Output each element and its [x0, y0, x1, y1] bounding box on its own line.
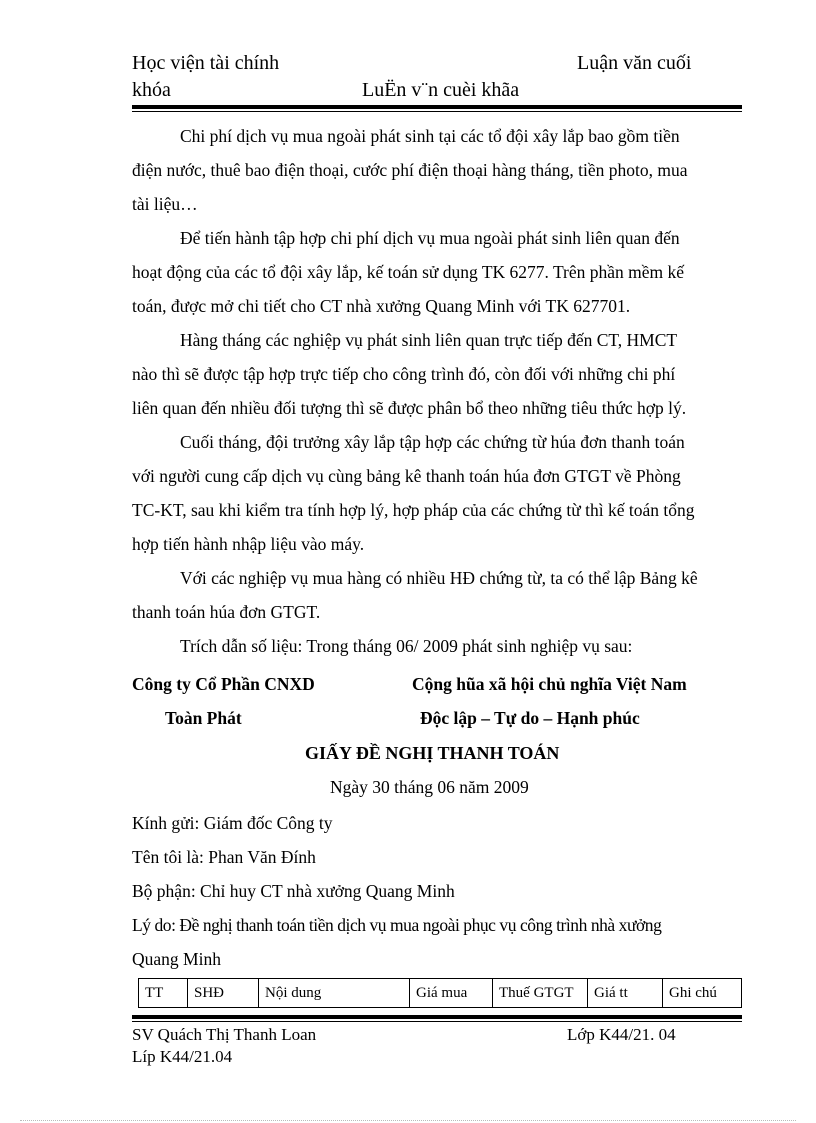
footer-rule-thin: [132, 1021, 742, 1022]
col-header: Nội dung: [259, 979, 410, 1008]
col-header: Giá tt: [588, 979, 663, 1008]
paragraph-4: [132, 425, 742, 561]
col-header: Thuế GTGT: [493, 979, 588, 1008]
form-title: GIẤY ĐỀ NGHỊ THANH TOÁN: [305, 743, 560, 763]
requester-name: Tên tôi là: Phan Văn Đính: [132, 847, 316, 867]
text-line: Cuối tháng, đội trưởng xây lắp tập hợp các chứng từ húa đơn thanh toán: [180, 432, 685, 452]
header-right-line1: Luận văn cuối: [577, 52, 692, 74]
col-header: Ghi chú: [663, 979, 742, 1008]
department: Bộ phận: Chỉ huy CT nhà xưởng Quang Minh: [132, 881, 455, 901]
text-line: thanh toán húa đơn GTGT.: [132, 602, 321, 622]
text-line: Trích dẫn số liệu: Trong tháng 06/ 2009 phát sinh nghiệp vụ sau:: [180, 636, 633, 656]
reason-line1: Lý do: Đề nghị thanh toán tiền dịch vụ mua ngoài phục vụ công trình nhà xưởng: [132, 915, 662, 935]
paragraph-3: [132, 323, 742, 425]
page-bottom-divider: [20, 1120, 796, 1121]
footer-student: SV Quách Thị Thanh Loan: [132, 1025, 317, 1044]
text-line: toán, được mở chi tiết cho CT nhà xưởng Quang Minh với TK 627701.: [132, 296, 631, 316]
text-line: hợp tiến hành nhập liệu vào máy.: [132, 534, 365, 554]
header-rule-thin: [132, 111, 742, 112]
text-line: hoạt động của các tổ đội xây lắp, kế toán sử dụng TK 6277. Trên phần mềm kế: [132, 262, 685, 282]
text-line: với người cung cấp dịch vụ cùng bảng kê thanh toán húa đơn GTGT về Phòng: [132, 466, 681, 486]
header-rule-thick: [132, 105, 742, 109]
paragraph-1: [132, 119, 742, 221]
company-name-line2: Toàn Phát: [165, 708, 242, 728]
text-line: Chi phí dịch vụ mua ngoài phát sinh tại các tổ đội xây lắp bao gồm tiền: [180, 126, 680, 146]
company-name-line1: Công ty Cổ Phần CNXD: [132, 674, 315, 694]
col-header: TT: [139, 979, 188, 1008]
header-left-line2: khóa: [132, 79, 171, 101]
text-line: nào thì sẽ được tập hợp trực tiếp cho công trình đó, còn đối với những chi phí: [132, 364, 676, 384]
footer-rule-thick: [132, 1015, 742, 1019]
paragraph-5: [132, 561, 742, 629]
text-line: tài liệu…: [132, 194, 198, 214]
paragraph-2: [132, 221, 742, 323]
text-line: TC-KT, sau khi kiểm tra tính hợp lý, hợp pháp của các chứng từ thì kế toán tổng: [132, 500, 695, 520]
footer-class-right: Lớp K44/21. 04: [567, 1025, 676, 1044]
reason-line2: Quang Minh: [132, 949, 221, 969]
form-date: Ngày 30 tháng 06 năm 2009: [330, 777, 529, 797]
text-line: liên quan đến nhiều đối tượng thì sẽ được phân bổ theo những tiêu thức hợp lý.: [132, 398, 687, 418]
header-center-line2: LuËn v¨n cuèi khãa: [362, 79, 520, 101]
payment-table: [138, 978, 742, 1008]
footer-class-left: Líp K44/21.04: [132, 1047, 233, 1066]
paragraph-6: [132, 629, 742, 663]
recipient: Kính gửi: Giám đốc Công ty: [132, 813, 333, 833]
text-line: Hàng tháng các nghiệp vụ phát sinh liên quan trực tiếp đến CT, HMCT: [180, 330, 678, 350]
body-text: [132, 119, 742, 663]
text-line: Để tiến hành tập hợp chi phí dịch vụ mua ngoài phát sinh liên quan đến: [180, 228, 680, 248]
motto-line2: Độc lập – Tự do – Hạnh phúc: [420, 708, 640, 728]
text-line: Với các nghiệp vụ mua hàng có nhiều HĐ chứng từ, ta có thể lập Bảng kê: [180, 568, 698, 588]
table-header-row: [139, 979, 742, 1008]
col-header: SHĐ: [188, 979, 259, 1008]
header-left-line1: Học viện tài chính: [132, 52, 280, 74]
text-line: điện nước, thuê bao điện thoại, cước phí điện thoại hàng tháng, tiền photo, mua: [132, 160, 688, 180]
motto-line1: Cộng hũa xã hội chủ nghĩa Việt Nam: [412, 674, 687, 694]
col-header: Giá mua: [410, 979, 493, 1008]
